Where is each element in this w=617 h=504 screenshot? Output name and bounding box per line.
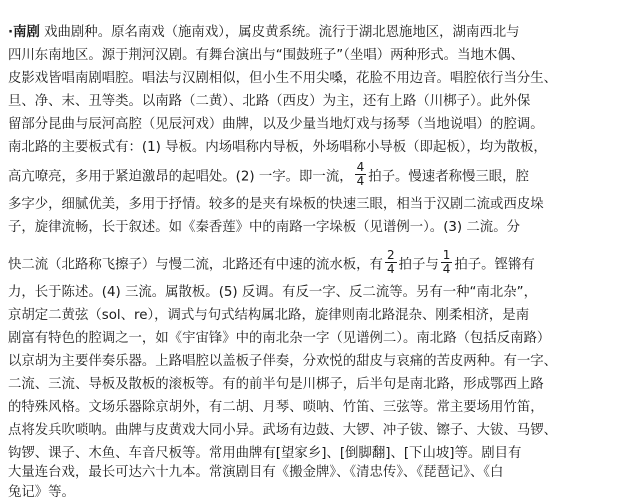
entry-line-5: 留部分昆曲与辰河高腔（见辰河戏）曲牌，以及少量当地灯戏与扬琴（当地说唱）的腔调。 xyxy=(8,117,544,132)
entry-line-7 xyxy=(8,160,529,190)
entry-line-4: 旦、净、末、丑等类。以南路（二黄）、北路（西皮）为主，还有上路（川梆子）。此外保 xyxy=(8,94,531,109)
entry-line-17: 点将发兵吹唢呐。曲牌与皮黄戏大同小异。武场有边鼓、大锣、冲子钹、镲子、大钹、马锣、 xyxy=(8,423,558,438)
line7-text-after: 拍子。慢速者称慢三眼，腔 xyxy=(368,169,529,185)
fraction-4-4 xyxy=(355,161,367,188)
entry-line-16: 的特殊风格。文场乐器除京胡外，有二胡、月琴、唢呐、竹笛、三弦等。常主要场用竹笛， xyxy=(8,400,544,415)
entry-line-12: 京胡定二黄弦（sol、re），调式与句式结构属北路，旋律则南北路混杂、刚柔相济，是南 xyxy=(8,308,530,323)
entry-line-19: 大量连台戏，最长可达六十九本。常演剧目有《搬金牌》、《清忠传》、《琵琶记》、《白 xyxy=(8,465,504,480)
fraction-denominator: 4 xyxy=(356,174,365,188)
entry-term: 南剧 xyxy=(13,25,40,40)
entry-line-6: 南北路的主要板式有：(1) 导板。内场唱称内导板，外场唱称小导板（即起板），均为散板， xyxy=(8,140,547,155)
entry-line-1 xyxy=(8,24,520,42)
entry-line-9: 子，旋律流畅，长于叙述。如《秦香莲》中的南路一字垛板（见谱例一）。(3) 二流。分 xyxy=(8,220,520,235)
entry-text-line: 戏曲剧种。原名南戏（施南戏），属皮黄系统。流行于湖北恩施地区，湖南西北与 xyxy=(44,25,520,40)
fraction-numerator: 4 xyxy=(356,160,365,174)
entry-line-18: 钩锣、课子、木鱼、车音尺板等。常用曲牌有[望家乡]、[倒脚翻]、[下山坡]等。剧目有 xyxy=(8,446,522,461)
entry-line-13: 剧富有特色的腔调之一，如《宇宙锋》中的南北杂一字（见谱例二）。南北路（包括反南路） xyxy=(8,331,551,346)
entry-line-8: 多字少，细腻优美，多用于抒情。较多的是夹有垛板的快速三眼，相当于汉剧二流或西皮垛 xyxy=(8,197,544,212)
entry-line-20: 兔记》等。 xyxy=(8,485,75,500)
line7-text-before: 高亢嘹亮，多用于紧迫激昂的起唱处。(2) 一字。即一流， xyxy=(8,169,353,185)
line10-text-after: 拍子。铿锵有 xyxy=(454,257,535,273)
fraction-2-4 xyxy=(385,249,397,276)
line10-text-middle: 拍子与 xyxy=(398,257,439,273)
entry-line-14: 以京胡为主要伴奏乐器。上路唱腔以盖板子伴奏，分欢悦的甜皮与哀痛的苦皮两种。有一字、 xyxy=(8,354,558,369)
line10-text-before: 快二流（北路称飞擦子）与慢二流，北路还有中速的流水板，有 xyxy=(8,257,383,273)
entry-line-11: 力，长于陈述。(4) 三流。属散板。(5) 反调。有反一字、反二流等。另有一种“南北杂”， xyxy=(8,285,537,300)
entry-line-2: 四川东南地区。源于荆河汉剧。有舞台演出与“围鼓班子”（坐唱）两种形式。当地木偶、 xyxy=(8,48,525,63)
fraction-numerator: 1 xyxy=(442,248,451,262)
fraction-denominator: 4 xyxy=(386,262,395,276)
entry-line-15: 二流、三流、导板及散板的滚板等。有的前半句是川梆子，后半句是南北路，形成鄂西上路 xyxy=(8,377,544,392)
entry-line-10 xyxy=(8,248,535,278)
fraction-1-4 xyxy=(441,249,453,276)
entry-line-3: 皮影戏皆唱南剧唱腔。唱法与汉剧相似，但小生不用尖嗓，花脸不用边音。唱腔依行当分生、 xyxy=(8,71,558,86)
bullet-mark: · xyxy=(8,25,14,40)
fraction-denominator: 4 xyxy=(442,262,451,276)
fraction-numerator: 2 xyxy=(386,248,395,262)
